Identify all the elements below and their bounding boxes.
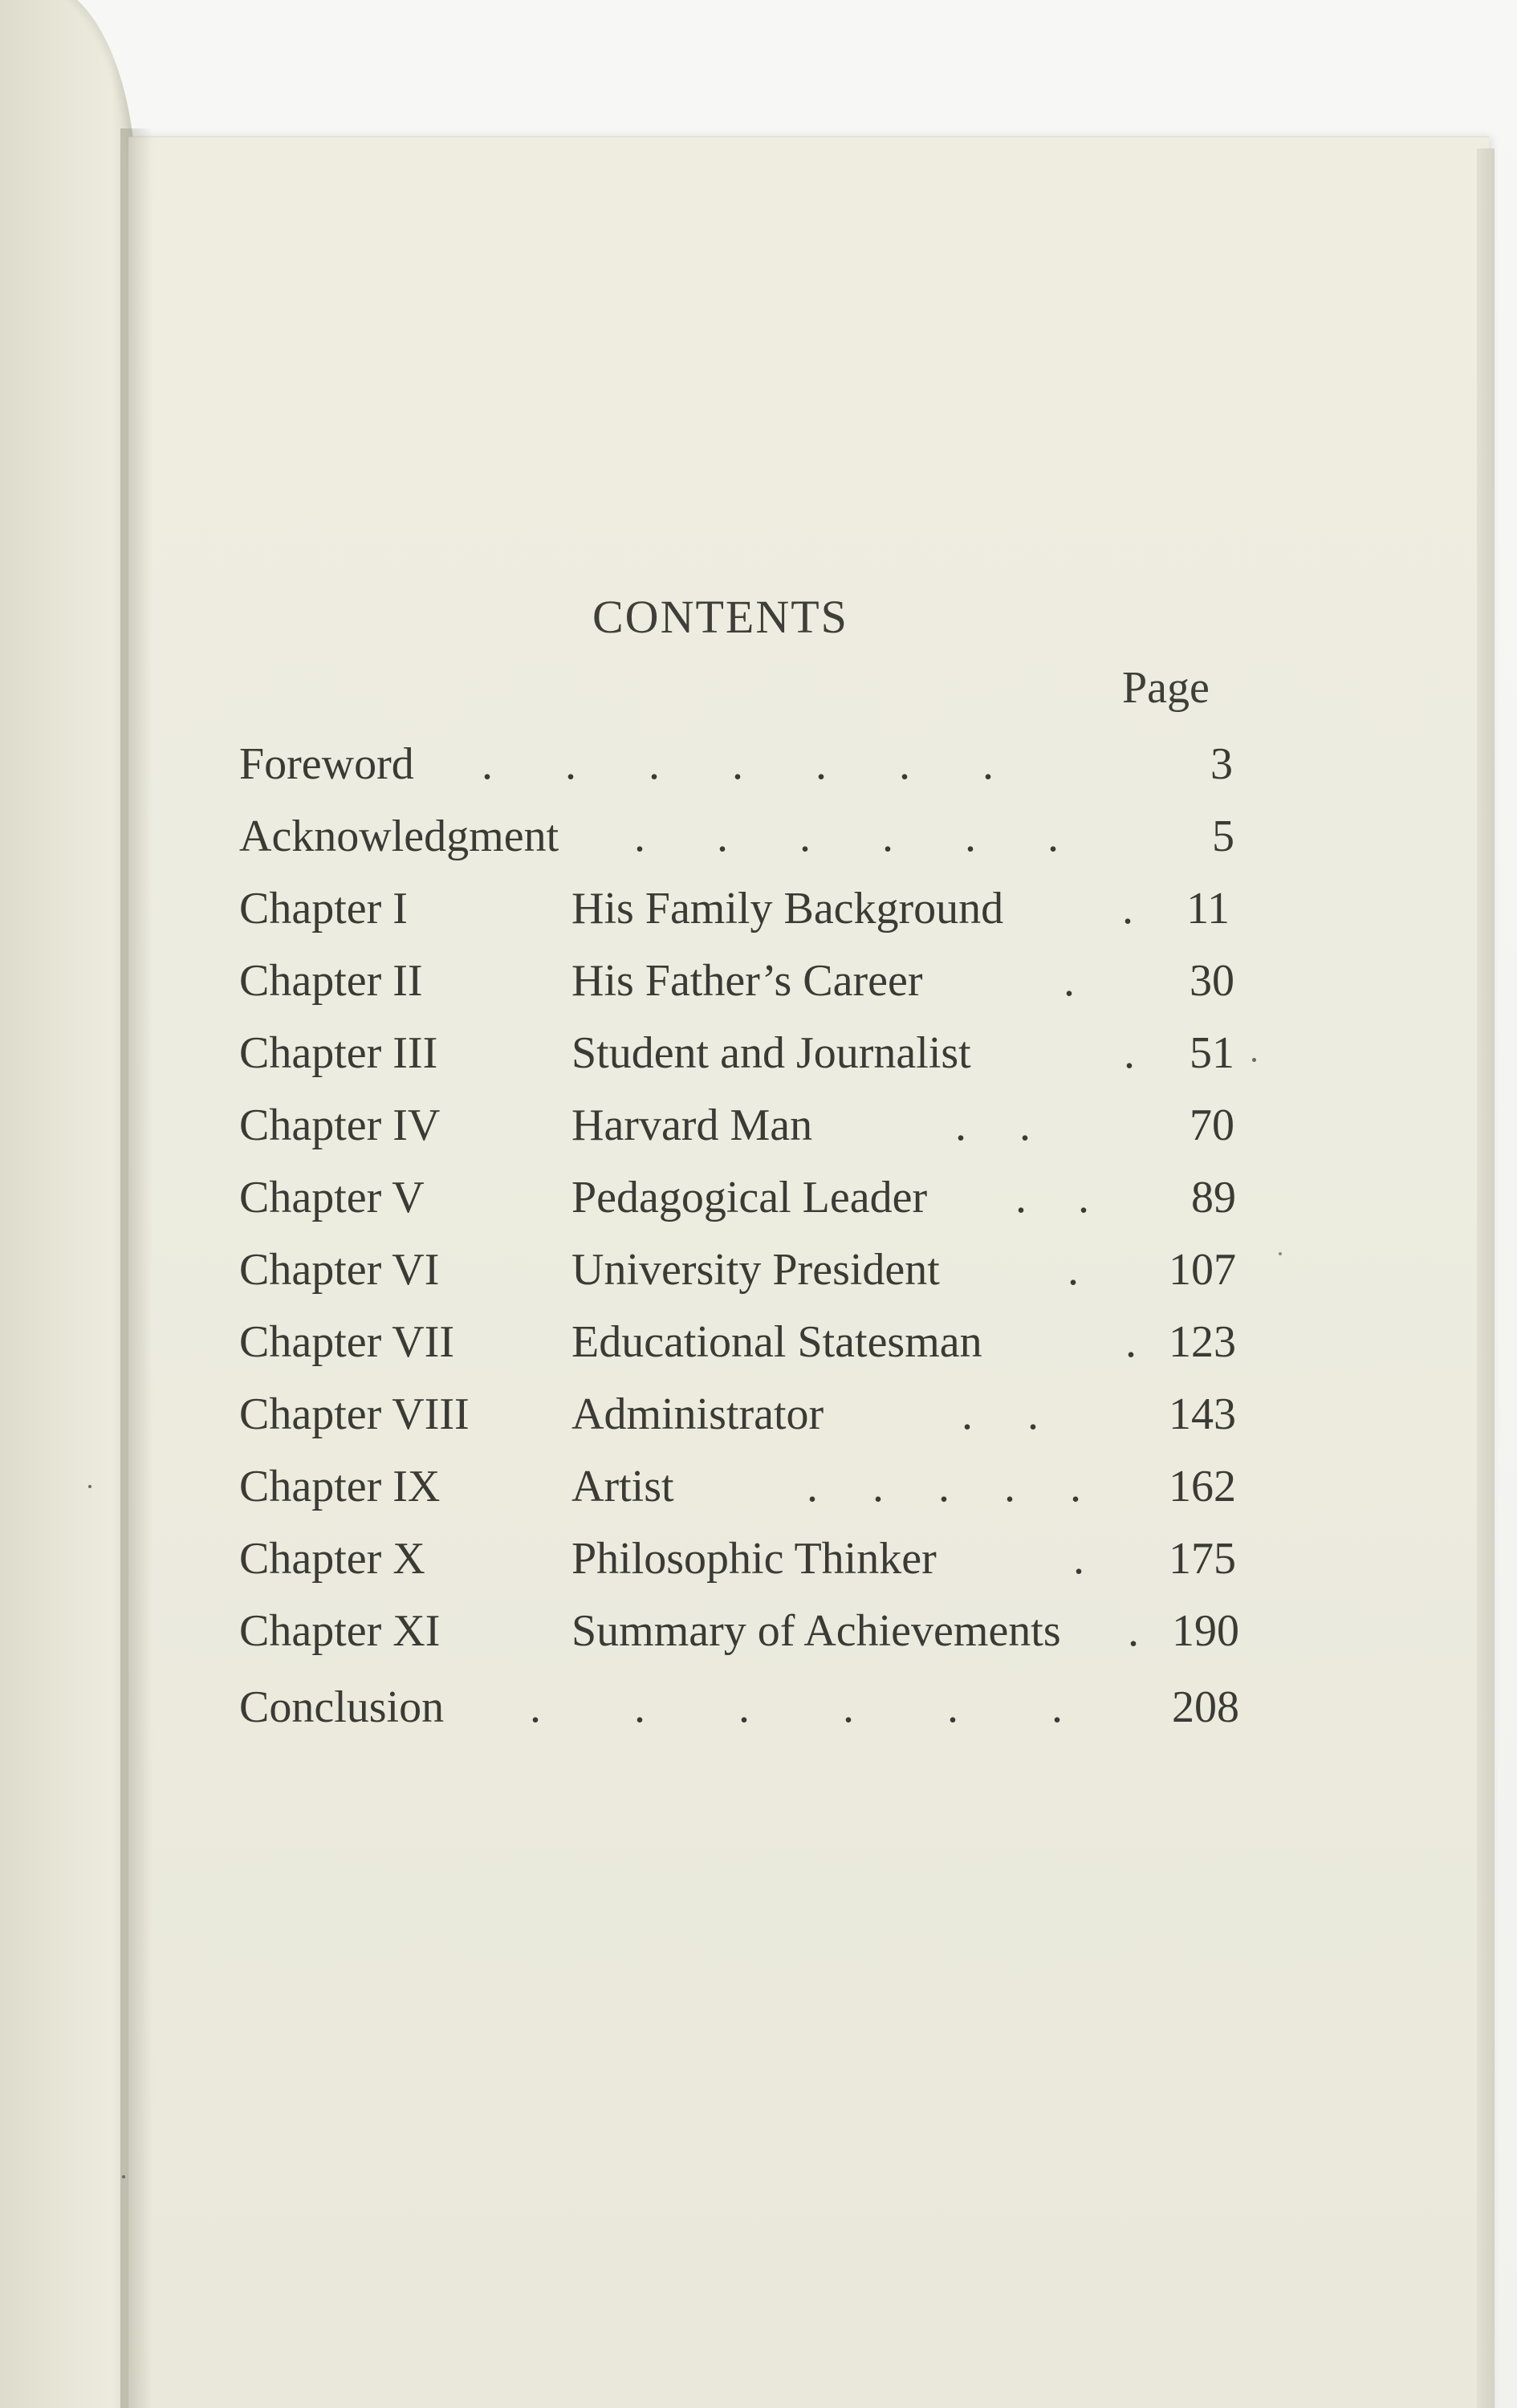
entry-label: Chapter V <box>239 1173 425 1222</box>
toc-entry-chapter-iv <box>0 1100 1517 1164</box>
entry-label: Chapter IX <box>239 1462 441 1511</box>
entry-title: Summary of Achievements <box>571 1606 1061 1656</box>
entry-label: Foreword <box>239 739 414 789</box>
page-number: 30 <box>1190 956 1234 1006</box>
paper-speck <box>1252 1058 1256 1062</box>
entry-title: Educational Statesman <box>571 1317 982 1367</box>
dot-leaders: . <box>1124 1028 1135 1078</box>
entry-title: His Family Background <box>571 884 1004 934</box>
toc-entry-conclusion <box>0 1682 1517 1746</box>
page-number: 3 <box>1210 739 1233 789</box>
toc-entry-chapter-ix <box>0 1461 1517 1525</box>
page-number: 107 <box>1169 1245 1236 1295</box>
page-number: 89 <box>1191 1173 1236 1222</box>
dot-leaders: . <box>1125 1317 1137 1367</box>
entry-label: Chapter XI <box>239 1606 441 1656</box>
page-number: 11 <box>1186 884 1230 934</box>
entry-label: Chapter X <box>239 1534 425 1584</box>
page-number: 123 <box>1169 1317 1236 1367</box>
toc-entry-chapter-ii <box>0 955 1517 1019</box>
entry-label: Chapter VIII <box>239 1389 470 1439</box>
toc-entry-chapter-viii <box>0 1389 1517 1453</box>
contents-heading: CONTENTS <box>592 591 848 643</box>
toc-entry-chapter-vi <box>0 1244 1517 1308</box>
entry-label: Conclusion <box>239 1682 445 1732</box>
entry-label: Chapter IV <box>239 1100 441 1150</box>
dot-leaders: . . . . . . <box>634 811 1059 861</box>
paper-speck <box>1279 1252 1282 1255</box>
entry-title: Philosophic Thinker <box>571 1534 937 1584</box>
entry-label: Chapter II <box>239 956 423 1006</box>
entry-title: His Father’s Career <box>571 956 923 1006</box>
dot-leaders: . . . . . . <box>530 1682 1063 1732</box>
entry-title: Pedagogical Leader <box>571 1173 928 1222</box>
entry-title: Artist <box>571 1462 674 1511</box>
entry-title: Student and Journalist <box>571 1028 971 1078</box>
page-number: 208 <box>1172 1682 1239 1732</box>
page-number: 175 <box>1169 1534 1236 1584</box>
dot-leaders: . . <box>962 1389 1039 1439</box>
dot-leaders: . <box>1073 1534 1084 1584</box>
page-number: 190 <box>1172 1606 1239 1656</box>
toc-entry-acknowledgment <box>0 811 1517 875</box>
entry-label: Acknowledgment <box>239 811 559 861</box>
page-column-label: Page <box>1122 663 1210 713</box>
toc-entry-chapter-x <box>0 1533 1517 1597</box>
page-number: 51 <box>1190 1028 1234 1078</box>
page-number: 5 <box>1212 811 1234 861</box>
entry-title: Harvard Man <box>571 1100 813 1150</box>
paper-speck <box>122 2175 125 2178</box>
dot-leaders: . <box>1064 956 1075 1006</box>
dot-leaders: . . <box>1015 1173 1089 1222</box>
dot-leaders: . <box>1122 884 1133 934</box>
dot-leaders: . <box>1068 1245 1079 1295</box>
page-number: 162 <box>1169 1462 1236 1511</box>
toc-entry-chapter-xi <box>0 1605 1517 1670</box>
entry-label: Chapter I <box>239 884 408 934</box>
toc-entry-chapter-i <box>0 883 1517 947</box>
dot-leaders: . . <box>955 1100 1031 1150</box>
page-number: 143 <box>1169 1389 1236 1439</box>
page-number: 70 <box>1190 1100 1234 1150</box>
toc-entry-chapter-v <box>0 1172 1517 1236</box>
entry-label: Chapter VI <box>239 1245 440 1295</box>
toc-entry-chapter-vii <box>0 1316 1517 1381</box>
dot-leaders: . <box>1128 1606 1139 1656</box>
paper-speck <box>88 1485 92 1488</box>
entry-title: University President <box>571 1245 940 1295</box>
entry-label: Chapter VII <box>239 1317 454 1367</box>
dot-leaders: . . . . . . . <box>482 739 994 789</box>
dot-leaders: . . . . . <box>807 1462 1081 1511</box>
entry-label: Chapter III <box>239 1028 438 1078</box>
toc-entry-chapter-iii <box>0 1027 1517 1092</box>
toc-entry-foreword <box>0 738 1517 803</box>
entry-title: Administrator <box>571 1389 824 1439</box>
